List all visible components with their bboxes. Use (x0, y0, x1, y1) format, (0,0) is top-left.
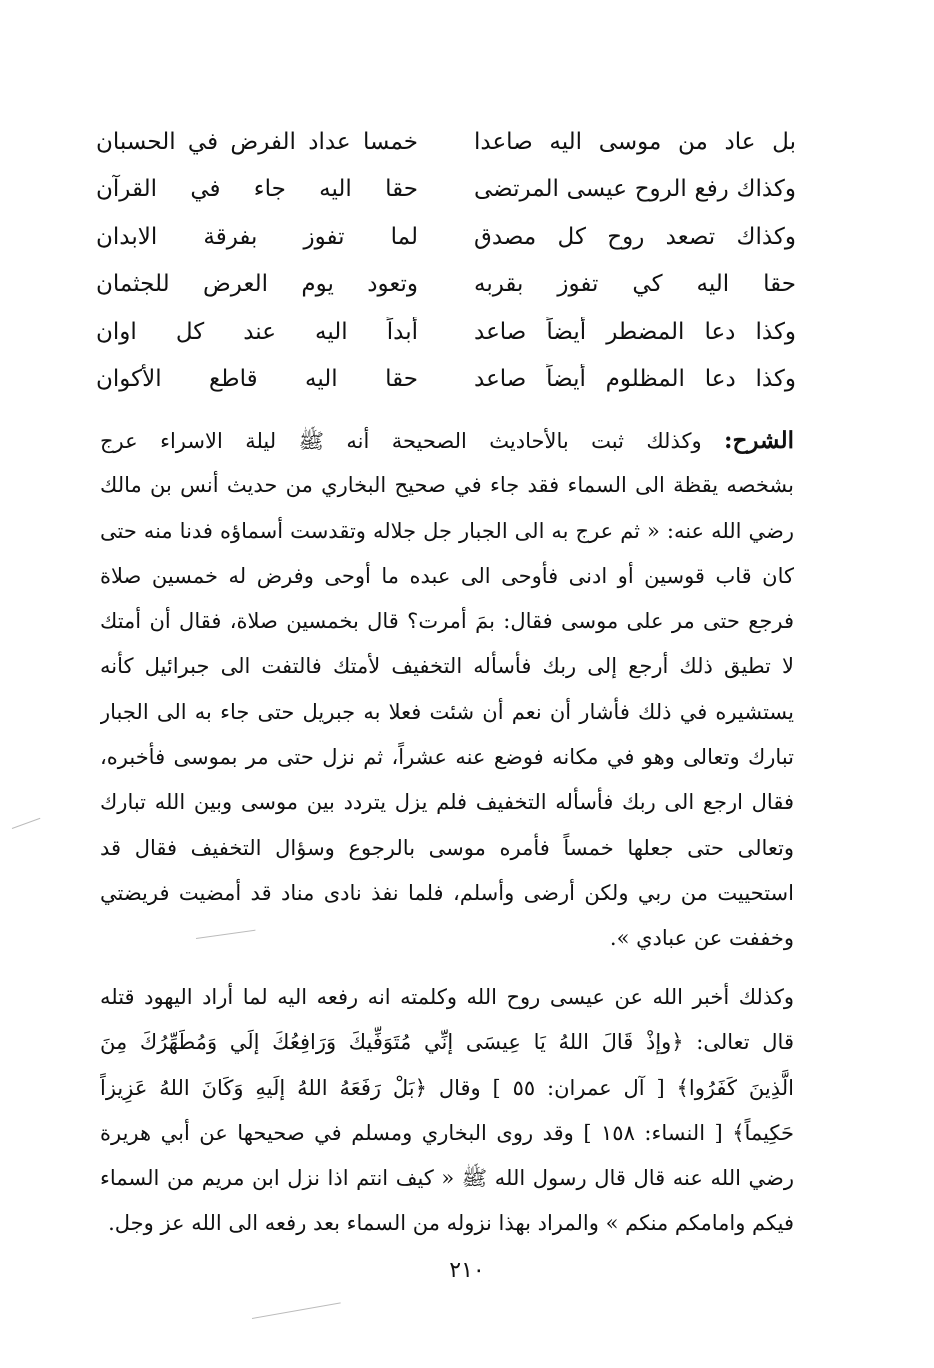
poem-first-hemistich: وكذاك تصعد روح كل مصدق (474, 223, 796, 250)
commentary-line: لا تطيق ذلك أرجع إلى ربك فأسأله التخفيف لأمتك فالتفت الى جبرائيل كأنه (100, 654, 794, 679)
commentary-line: وتعالى حتى جعلها خمساً فأمره موسى بالرجوع وسؤال التخفيف فقال قد (100, 835, 794, 860)
commentary-first-line (100, 418, 794, 463)
quran-paragraph-line: فيكم وامامكم منكم » والمراد بهذا نزوله من السماء بعد رفعه الى الله عز وجل. (108, 1211, 794, 1236)
poem-first-hemistich: وكذا دعا المظلوم أيضاً صاعد (474, 366, 796, 393)
commentary-line: فرجع حتى مر على موسى فقال: بمَ أمرت؟ قال بخمسين صلاة، فقال أن أمتك (100, 609, 794, 634)
commentary-line: يستشيره في ذلك فأشار أن نعم أن شئت فعلا به جبريل حتى جاء به الى الجبار (100, 699, 794, 724)
poem-verse (96, 356, 796, 404)
commentary-line: بشخصه يقظة الى السماء فقد جاء في صحيح البخاري من حديث أنس بن مالك (100, 473, 794, 498)
quran-paragraph-line: الَّذِينَ كَفَرُوا﴾ [ آل عمران: ٥٥ ] وقال ﴿بَلْ رَفَعَهُ اللهُ إلَيهِ وَكَانَ اللهُ عَزِيزاً (100, 1075, 794, 1100)
poem-second-hemistich: لما تفوز بفرقة الابدان (96, 223, 418, 250)
quran-paragraph-line: رضي الله عنه قال قال رسول الله ﷺ « كيف انتم اذا نزل ابن مريم من السماء (100, 1166, 794, 1191)
poem-verse (96, 166, 796, 214)
poem-verse (96, 118, 796, 166)
scan-mark (252, 1302, 341, 1319)
quran-paragraph-line: وكذلك أخبر الله عن عيسى روح الله وكلمته انه رفعه اليه لما أراد اليهود قتله (100, 985, 794, 1009)
poem-second-hemistich: وتعود يوم العرض للجثمان (96, 271, 418, 298)
quran-paragraph-line: حَكِيماً﴾ [ النساء: ١٥٨ ] وقد روى البخاري ومسلم في صحيحها عن أبي هريرة (100, 1120, 794, 1145)
page-number: ٢١٠ (449, 1258, 485, 1283)
poem-first-hemistich: حقا اليه كي تفوز بقربه (474, 271, 796, 298)
poem-first-hemistich: بل عاد من موسى اليه صاعدا (474, 128, 796, 155)
scan-mark (12, 818, 41, 829)
commentary-line: رضي الله عنه: « ثم عرج به الى الجبار جل جلاله وتقدست أسماؤه فدنا منه حتى (100, 518, 794, 543)
quran-paragraph (100, 975, 794, 1247)
poem-verse (96, 213, 796, 261)
commentary-line: تبارك وتعالى وهو في مكانه فوضع عنه عشراً، ثم نزل حتى مر بموسى فأخبره، (100, 745, 794, 770)
poem-second-hemistich: حقا اليه جاء في القرآن (96, 176, 418, 203)
commentary-line: فقال ارجع الى ربك فأسأله التخفيف فلم يزل يتردد بين موسى وبين الله تبارك (100, 790, 794, 815)
commentary-line: كان قاب قوسين أو ادنى فأوحى الى عبده ما أوحى وفرض له خمسين صلاة (100, 563, 794, 588)
poem-first-hemistich: وكذاك رفع الروح عيسى المرتضى (474, 176, 796, 203)
poem-second-hemistich: حقا اليه قاطع الأكوان (96, 366, 418, 393)
commentary-first-line-text: وكذلك ثبت بالأحاديث الصحيحة أنه ﷺ ليلة الاسراء عرج (100, 429, 702, 453)
poem-second-hemistich: خمسا عداد الفرض في الحسبان (96, 128, 418, 155)
commentary-label: الشرح: (724, 427, 794, 454)
poem-first-hemistich: وكذا دعا المضطر أيضاً صاعد (474, 318, 796, 345)
poem-verse (96, 308, 796, 356)
poem-second-hemistich: أبداً اليه عند كل اوان (96, 318, 418, 345)
commentary-line: وخففت عن عبادي ». (609, 926, 794, 951)
commentary-line: استحييت من ربي ولكن أرضى وأسلم، فلما نفذ نادى مناد قد أمضيت فريضتي (100, 880, 794, 905)
commentary-paragraph (100, 418, 794, 962)
quran-paragraph-line: قال تعالى: ﴿وإذْ قَالَ اللهُ يَا عِيسَى إنِّي مُتَوَفِّيكَ وَرَافِعُكَ إلَي وَمُطَهِّرُكَ مِنَ (100, 1030, 794, 1055)
poem-block (96, 118, 796, 403)
poem-verse (96, 261, 796, 309)
